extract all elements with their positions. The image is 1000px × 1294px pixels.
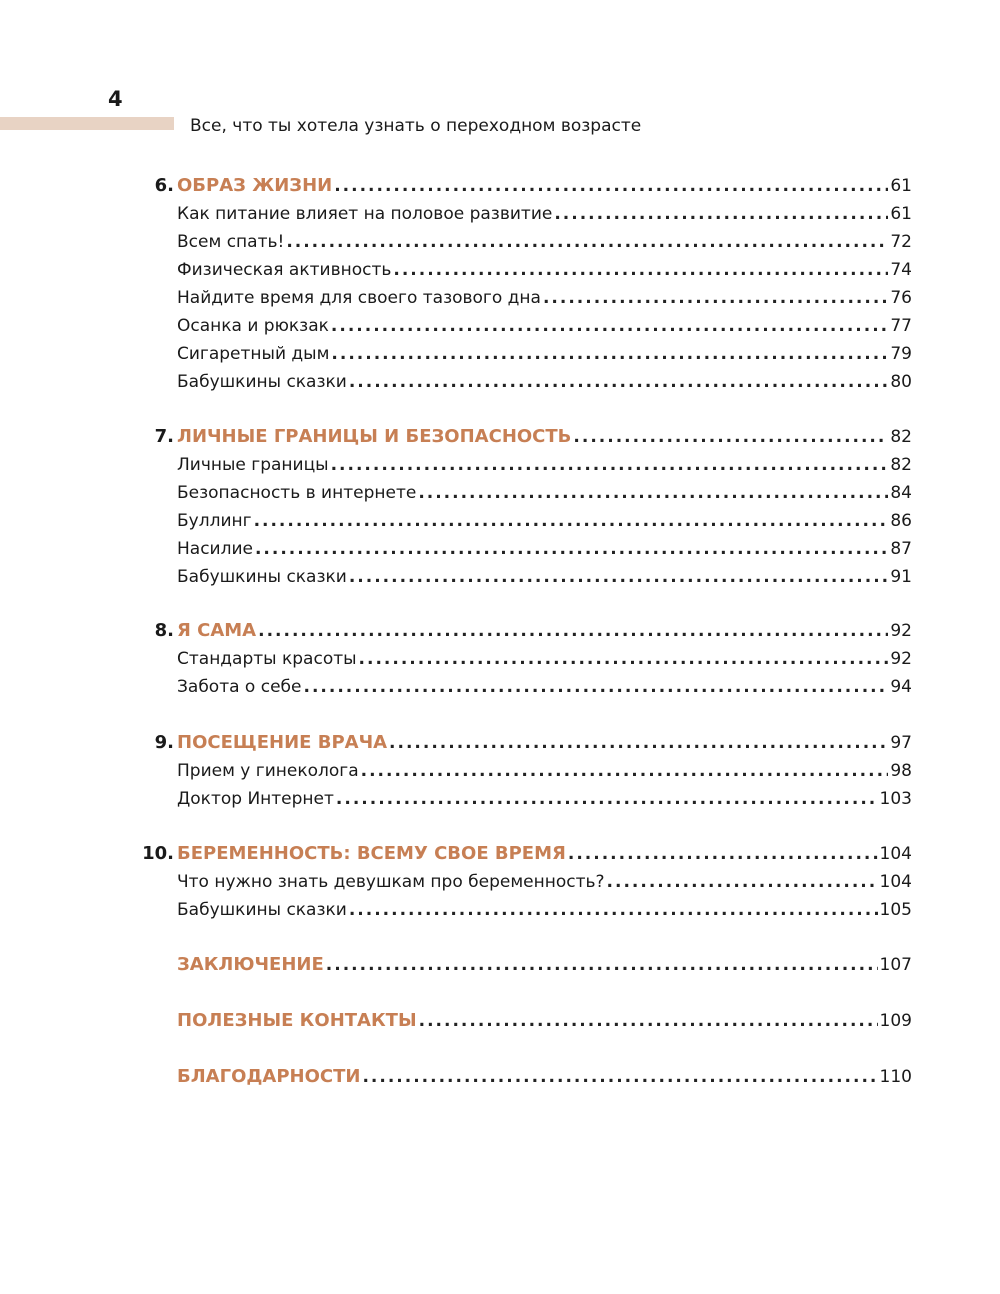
toc-entry-line [177,451,912,479]
page-ref: 97 [890,733,912,753]
dot-leader [573,423,888,451]
page-ref: 94 [890,677,912,697]
page-ref: 98 [890,761,912,781]
toc-chapter-row[interactable] [0,617,1000,645]
toc-entry-line [177,1007,912,1035]
section-title: Сигаретный дым [177,344,330,364]
page-ref: 72 [890,232,912,252]
chapter-title: ЛИЧНЫЕ ГРАНИЦЫ И БЕЗОПАСНОСТЬ [177,426,572,447]
toc-entry-line [177,1063,912,1091]
toc-entry-line [177,340,912,368]
toc-chapter-row[interactable] [0,172,1000,200]
chapter-number: 6. [154,175,174,196]
toc-entry-line [177,645,912,673]
toc-entry-line [177,479,912,507]
chapter-title: ПОЛЕЗНЫЕ КОНТАКТЫ [177,1010,417,1031]
section-title: Найдите время для своего тазового дна [177,288,541,308]
dot-leader [303,673,888,701]
dot-leader [331,340,888,368]
running-title: Все, что ты хотела узнать о переходном возрасте [190,116,642,136]
toc-entry-line [177,228,912,256]
page-ref: 80 [890,372,912,392]
toc-entry-line [177,284,912,312]
page-ref: 105 [879,900,912,920]
dot-leader [349,896,878,924]
dot-leader [255,535,888,563]
toc-section-row[interactable] [0,256,1000,284]
toc-entry-line [177,673,912,701]
dot-leader [361,757,889,785]
chapter-number: 7. [154,426,174,447]
chapter-title: БЛАГОДАРНОСТИ [177,1066,361,1087]
dot-leader [286,228,888,256]
toc-section-row[interactable] [0,896,1000,924]
section-title: Забота о себе [177,677,302,697]
toc-entry-line [177,563,912,591]
section-title: Прием у гинеколога [177,761,359,781]
dot-leader [393,256,888,284]
page-ref: 74 [890,260,912,280]
dot-leader [326,951,878,979]
section-title: Бабушкины сказки [177,567,347,587]
dot-leader [607,868,878,896]
dot-leader [554,200,888,228]
chapter-title: Я САМА [177,620,257,641]
toc-section-row[interactable] [0,284,1000,312]
section-title: Бабушкины сказки [177,372,347,392]
toc-section-row[interactable] [0,312,1000,340]
chapter-number: 9. [154,732,174,753]
chapter-title: БЕРЕМЕННОСТЬ: ВСЕМУ СВОЕ ВРЕМЯ [177,843,566,864]
toc-section-row[interactable] [0,451,1000,479]
dot-leader [419,1007,878,1035]
toc-section-row[interactable] [0,200,1000,228]
toc-entry-line [177,617,912,645]
section-title: Что нужно знать девушкам про беременность? [177,872,605,892]
toc-chapter-row[interactable] [0,423,1000,451]
toc-entry-line [177,423,912,451]
toc-entry-line [177,757,912,785]
toc-entry-line [177,256,912,284]
page-ref: 61 [890,204,912,224]
toc-entry-line [177,868,912,896]
toc-chapter-row[interactable] [0,1063,1000,1091]
dot-leader [359,645,889,673]
section-title: Личные границы [177,455,329,475]
section-title: Насилие [177,539,253,559]
chapter-title: ЗАКЛЮЧЕНИЕ [177,954,324,975]
dot-leader [254,507,889,535]
dot-leader [362,1063,877,1091]
page-ref: 92 [890,649,912,669]
page-ref: 86 [890,511,912,531]
page-ref: 77 [890,316,912,336]
section-title: Доктор Интернет [177,789,334,809]
chapter-number: 10. [142,843,174,864]
page-ref: 76 [890,288,912,308]
section-title: Осанка и рюкзак [177,316,329,336]
page-ref: 87 [890,539,912,559]
dot-leader [568,840,878,868]
section-title: Стандарты красоты [177,649,357,669]
dot-leader [331,312,888,340]
toc-entry-line [177,896,912,924]
toc-section-row[interactable] [0,228,1000,256]
section-title: Бабушкины сказки [177,900,347,920]
dot-leader [418,479,888,507]
toc-chapter-row[interactable] [0,840,1000,868]
toc-section-row[interactable] [0,673,1000,701]
toc-entry-line [177,785,912,813]
toc-entry-line [177,729,912,757]
chapter-title: ОБРАЗ ЖИЗНИ [177,175,333,196]
dot-leader [543,284,888,312]
toc-entry-line [177,312,912,340]
toc-section-row[interactable] [0,535,1000,563]
toc-section-row[interactable] [0,757,1000,785]
page-ref: 109 [879,1011,912,1031]
section-title: Буллинг [177,511,252,531]
chapter-title: ПОСЕЩЕНИЕ ВРАЧА [177,732,388,753]
chapter-number: 8. [154,620,174,641]
page-ref: 107 [879,955,912,975]
page-ref: 103 [879,789,912,809]
section-title: Как питание влияет на половое развитие [177,204,553,224]
toc-chapter-row[interactable] [0,951,1000,979]
page-ref: 82 [890,455,912,475]
toc-section-row[interactable] [0,785,1000,813]
page-ref: 91 [890,567,912,587]
toc-entry-line [177,200,912,228]
page-ref: 61 [890,176,912,196]
toc-section-row[interactable] [0,368,1000,396]
toc-entry-line [177,368,912,396]
toc-section-row[interactable] [0,507,1000,535]
toc-entry-line [177,507,912,535]
toc-section-row[interactable] [0,479,1000,507]
section-title: Физическая активность [177,260,392,280]
dot-leader [331,451,889,479]
toc-entry-line [177,951,912,979]
page-ref: 92 [890,621,912,641]
toc-section-row[interactable] [0,563,1000,591]
header-accent-bar [0,117,174,130]
section-title: Всем спать! [177,232,285,252]
dot-leader [349,368,889,396]
dot-leader [334,172,888,200]
toc-section-row[interactable] [0,868,1000,896]
toc-section-row[interactable] [0,340,1000,368]
dot-leader [258,617,888,645]
dot-leader [336,785,878,813]
toc-entry-line [177,535,912,563]
dot-leader [389,729,888,757]
toc-entry-line [177,172,912,200]
toc-section-row[interactable] [0,645,1000,673]
toc-chapter-row[interactable] [0,1007,1000,1035]
toc-entry-line [177,840,912,868]
page-ref: 104 [879,872,912,892]
page-ref: 84 [890,483,912,503]
section-title: Безопасность в интернете [177,483,417,503]
page-ref: 82 [890,427,912,447]
page-ref: 79 [890,344,912,364]
dot-leader [349,563,889,591]
page-ref: 110 [879,1067,912,1087]
toc-chapter-row[interactable] [0,729,1000,757]
page-number: 4 [108,87,123,111]
page-ref: 104 [879,844,912,864]
